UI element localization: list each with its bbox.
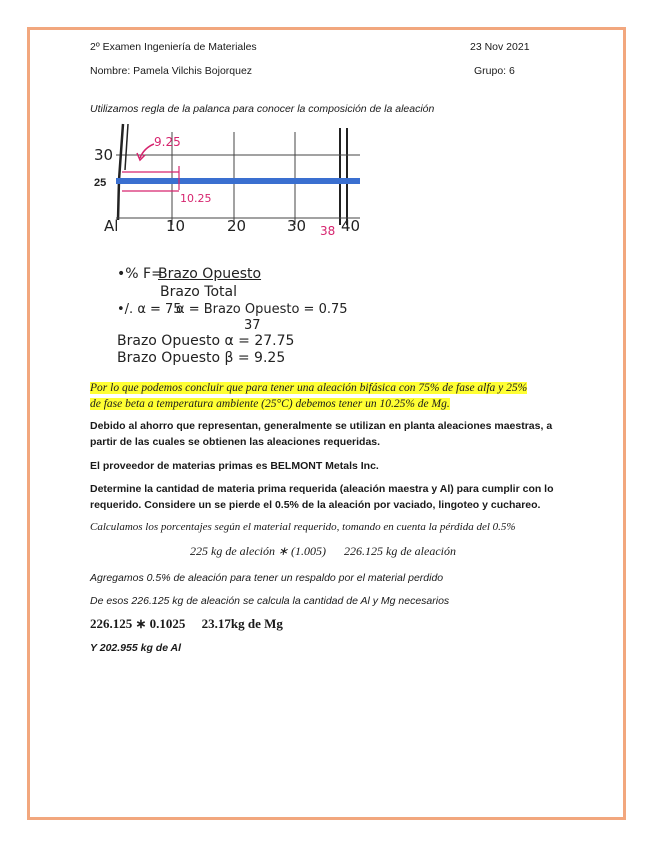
equation-alloy-total: 225 kg de aleción ∗ (1.005) 226.125 kg de aleación — [190, 544, 456, 558]
conclusion-line-1: Por lo que podemos concluir que para tener una aleación bifásica con 75% de fase alfa y 25% — [90, 382, 528, 394]
conclusion-line-2: de fase beta a temperatura ambiente (25°C) debemos tener un 10.25% de Mg. — [90, 398, 450, 410]
intro-text: Utilizamos regla de la palanca para conocer la composición de la aleación — [90, 103, 435, 115]
hw-line-6: Brazo Opuesto β = 9.25 — [117, 350, 286, 366]
student-name: Nombre: Pamela Vilchis Bojorquez — [90, 65, 253, 77]
paragraph-master-alloys — [90, 418, 552, 450]
hw-line-5: Brazo Opuesto α = 27.75 — [117, 333, 295, 349]
hw-line-2: Brazo Total — [160, 284, 237, 300]
calc-intro: Calculamos los porcentajes según el material requerido, tomando en cuenta la pérdida del 0.5% — [90, 521, 516, 533]
equation-mg: 226.125 ∗ 0.1025 23.17kg de Mg — [90, 616, 283, 631]
note-backup: Agregamos 0.5% de aleación para tener un respaldo por el material perdido — [90, 572, 444, 584]
hw-line-1a: •% F= — [117, 266, 163, 282]
supplier-paragraph: El proveedor de materias primas es BELMONT Metals Inc. — [90, 460, 379, 472]
y-label-25: 25 — [94, 177, 107, 189]
question-line-1: Determine la cantidad de materia prima requerida (aleación maestra y Al) para cumplir con lo — [90, 483, 554, 495]
hw-line-3b: α = Brazo Opuesto = 0.75 — [176, 302, 348, 317]
note-al-mg: De esos 226.125 kg de aleación se calcula la cantidad de Al y Mg necesarios — [90, 595, 450, 607]
mark-38: 38 — [320, 224, 336, 238]
x-label-10: 10 — [166, 217, 186, 235]
exam-title: 2º Examen Ingeniería de Materiales — [90, 41, 257, 53]
hw-line-3a: •/. α = 75 — [117, 302, 182, 317]
x-label-20: 20 — [227, 217, 247, 235]
paragraph-master-alloys-line-1: Debido al ahorro que representan, generalmente se utilizan en planta aleaciones maestras, a — [90, 420, 553, 432]
annotation-10-25: 10.25 — [180, 192, 212, 205]
annotation-arrow — [140, 144, 154, 158]
exam-date: 23 Nov 2021 — [470, 41, 530, 53]
hw-line-4: 37 — [244, 318, 261, 333]
group-label: Grupo: 6 — [474, 65, 515, 77]
alpha-solvus-curve-b — [125, 124, 128, 170]
final-al: Y 202.955 kg de Al — [90, 642, 182, 654]
x-label-al: Al — [104, 217, 119, 235]
y-label-30: 30 — [94, 146, 114, 164]
annotation-9-25: 9.25 — [154, 135, 181, 149]
question-paragraph — [90, 481, 554, 513]
paragraph-master-alloys-line-2: partir de las cuales se obtienen las aleaciones requeridas. — [90, 436, 381, 448]
x-label-30: 30 — [287, 217, 307, 235]
x-label-40: 40 — [341, 217, 361, 235]
phase-diagram — [92, 120, 364, 238]
hw-line-1b: Brazo Opuesto — [158, 266, 262, 282]
conclusion — [90, 380, 527, 412]
question-line-2: requerido. Considere un se pierde el 0.5% de la aleación por vaciado, lingoteo y cuchareo. — [90, 499, 541, 511]
